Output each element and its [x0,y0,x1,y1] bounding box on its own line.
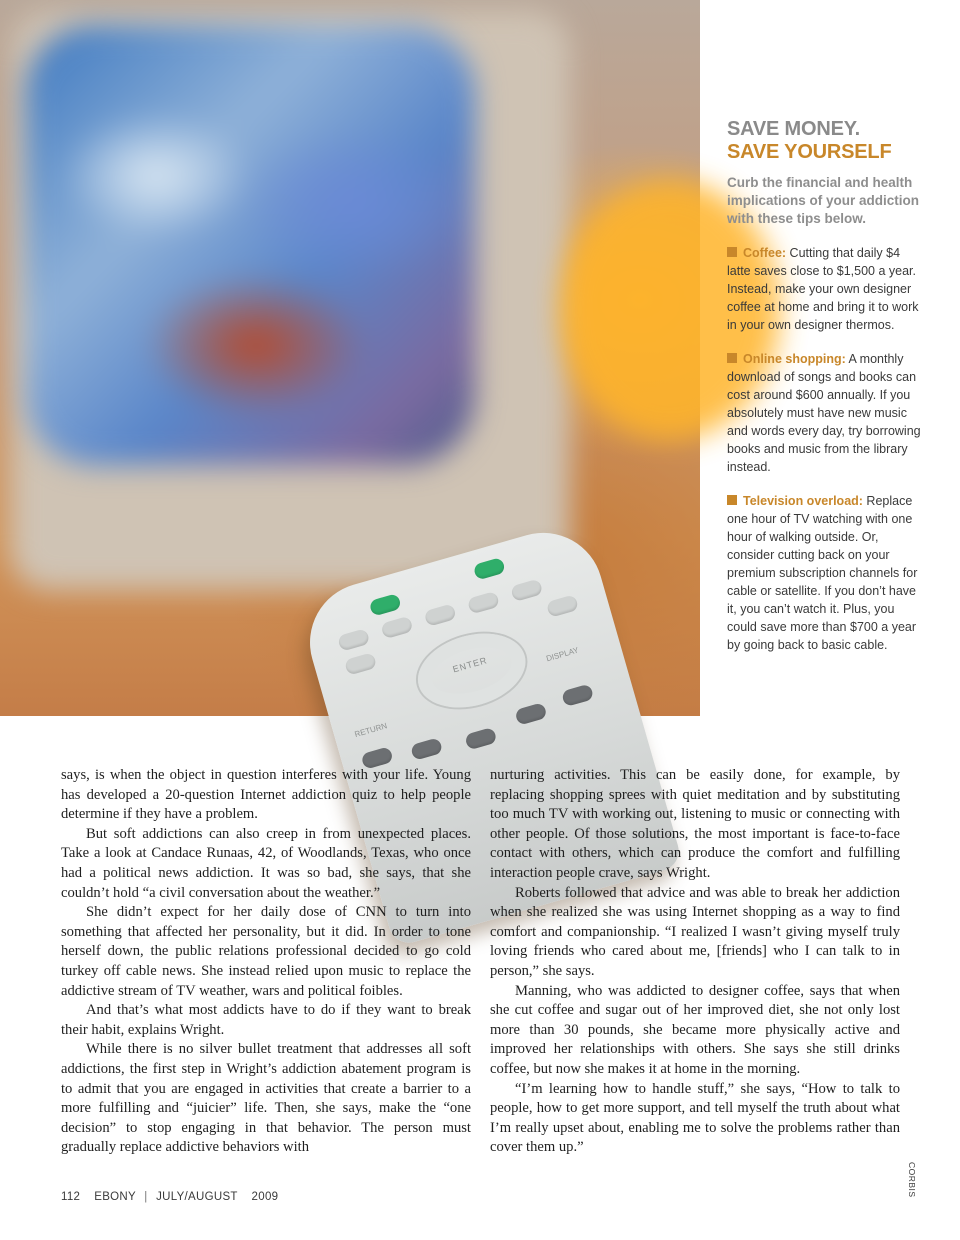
photo-credit: CORBIS [907,1162,917,1198]
remote-button-dark [464,727,497,751]
remote-button-green [473,557,506,581]
sidebar-title-line1: SAVE MONEY. [727,118,861,140]
remote-label-return: RETURN [353,721,389,740]
sidebar-intro: Curb the financial and health implications of your addiction with these tips below. [727,175,920,226]
tip-text: Replace one hour of TV watching with one hour of walking outside. Or, consider cutting back on your premium subscription channels for cable or satellite. If you don’t have it, you can’t watch it. Plus, you could save more than $700 a year by going back to basic cable. [727,494,918,652]
square-bullet-icon [727,247,737,257]
remote-button [510,578,543,602]
tip-television-overload [727,492,927,654]
magazine-name: EBONY [94,1191,136,1203]
tv-screen [25,25,475,465]
remote-button [467,591,500,615]
issue-date: JULY/AUGUST [156,1191,238,1203]
tip-text: Cutting that daily $4 latte saves close to $1,500 a year. Instead, make your own designer coffee at home and bring it to work in your own designer thermos. [727,246,919,332]
sidebar-title-line2: SAVE YOURSELF [727,141,892,163]
footer-separator: | [144,1191,148,1203]
article-paragraph: While there is no silver bullet treatment that addresses all soft addictions, the first step in Wright’s addiction abatement program is to admit that you are engaged in activities that create a barrier to a more fulfilling and “juicier” life. Then, she says, make the “one decision” to stop engaging in that behavior. The person must gradually replace addictive behaviors with [61,1041,471,1156]
article-paragraph: She didn’t expect for her daily dose of CNN to turn into something that affected her personality, but it did. In order to tone herself down, the public relations professional decided to go cold turkey off cable news. She instead relied upon music to replace the addictive stream of TV weather, wars and political foibles. [61,904,471,999]
article-column-right [490,766,900,1158]
remote-button-green [369,593,402,617]
remote-button-dark [410,737,443,761]
issue-year: 2009 [251,1191,279,1203]
square-bullet-icon [727,495,737,505]
tips-sidebar [727,118,927,654]
article-paragraph: Manning, who was addicted to designer coffee, says that when she cut coffee and sugar out of her improved diet, she not only lost more than 30 pounds, she became more physically active and improved her relationships with others. She says she still drinks coffee, but now she makes it at home in the morning. [490,982,900,1077]
remote-button-dark [514,702,547,726]
page-number: 112 [61,1191,81,1203]
remote-button [380,616,413,640]
tip-coffee [727,244,927,334]
remote-button [546,594,579,618]
article-column-left [61,766,471,1158]
article-paragraph: says, is when the object in question interferes with your life. Young has developed a 20-question Internet addiction quiz to help people determine if they have a problem. [61,767,471,823]
tip-heading: Online shopping: [743,352,846,366]
remote-enter-ring [409,622,534,720]
remote-label-display: DISPLAY [545,645,580,664]
tip-online-shopping [727,350,927,476]
remote-button-dark [561,683,594,707]
tip-heading: Television overload: [743,494,863,508]
article-paragraph: Roberts followed that advice and was able to break her addiction when she realized she was using Internet shopping as a way to find comfort and companionship. “I realized I wasn’t giving myself truly loving friends who cared about me, [friends] who I can talk to in person,” she says. [490,884,900,979]
article-paragraph: But soft addictions can also creep in from unexpected places. Take a look at Candace Runaas, 42, of Woodlands, Texas, who once had a political news addiction. It was so bad, she says, that she couldn’t hold “a civil conversation about the weather.” [61,825,471,901]
remote-button [337,628,370,652]
article-paragraph: “I’m learning how to handle stuff,” she says, “How to talk to people, how to get more support, and tell myself the truth about what I’m really upset about, enabling me to solve the problems rather than cover them up.” [490,1080,900,1156]
remote-label-enter: ENTER [451,655,489,675]
tip-text: A monthly download of songs and books can cost around $600 annually. If you absolutely must have new music and words every day, try borrowing books and music from the library instead. [727,352,921,474]
page-footer [61,1191,278,1203]
article-paragraph: nurturing activities. This can be easily done, for example, by replacing shopping sprees with quiet meditation and by substituting too much TV with working out, listening to music or connecting with other people. Of those solutions, the most important is face-to-face contact with others, which can produce the comfort and fulfilling interaction people crave, says Wright. [490,767,900,881]
remote-button [344,652,377,676]
square-bullet-icon [727,353,737,363]
remote-button [424,603,457,627]
article-paragraph: And that’s what most addicts have to do if they want to break their habit, explains Wright. [61,1002,471,1038]
tv-remote-photo [0,0,700,740]
tip-heading: Coffee: [743,246,787,260]
